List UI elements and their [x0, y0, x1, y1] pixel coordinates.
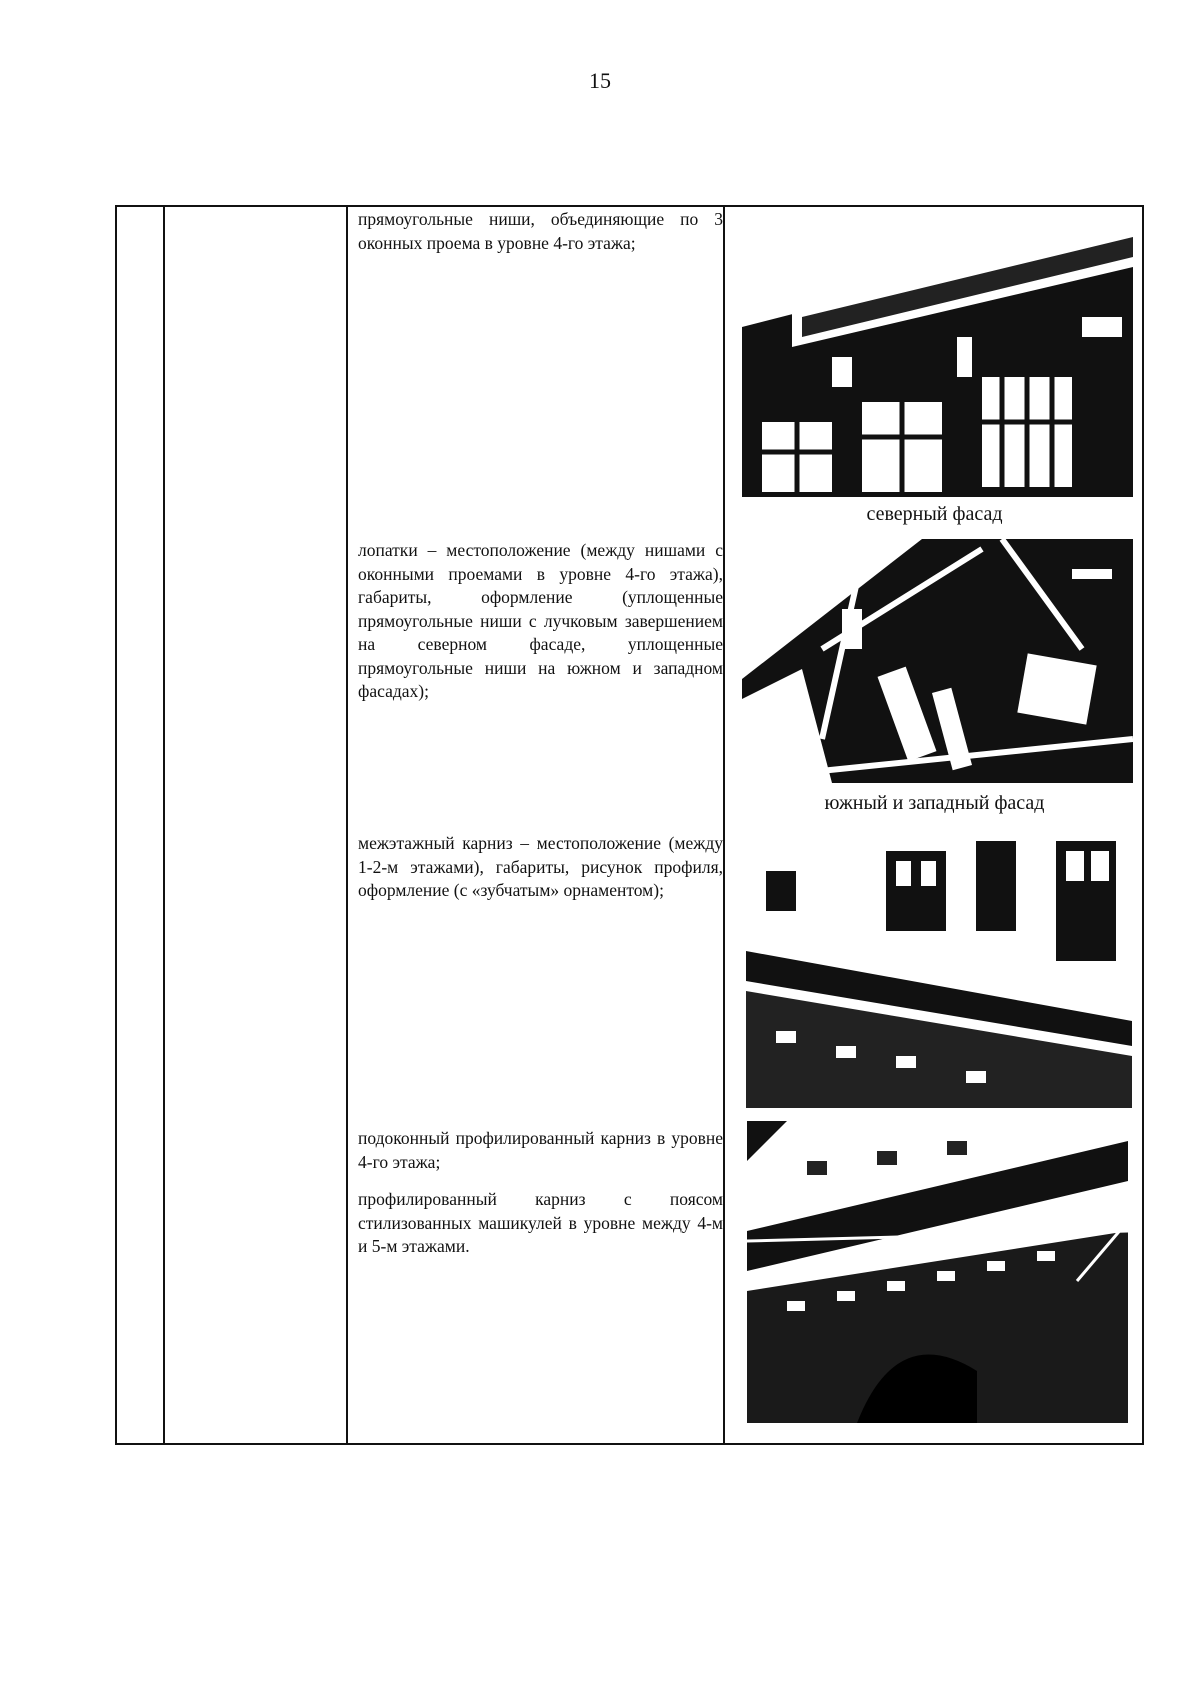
photo-caption: северный фасад	[866, 503, 1003, 525]
table-row-text	[358, 539, 723, 714]
photo-caption: южный и западный фасад	[824, 792, 1045, 814]
description-text: межэтажный карниз – местоположение (между 1-2-м этажами), габариты, рисунок профиля, оформление (с «зубчатым» орнаментом);	[358, 833, 723, 900]
south-west-facade-photo	[742, 539, 1133, 783]
cornice-photo	[746, 831, 1132, 1108]
description-text: прямоугольные ниши, объединяющие по 3 оконных проема в уровне 4-го этажа;	[358, 209, 723, 253]
description-text: лопатки – местоположение (между нишами с оконными проемами в уровне 4-го этажа), габариты, оформление (уплощенные прямоугольные ниши с лучковым завершением на северном фасаде, уплощенные прямоугольные ниши на южном и западном фасадах);	[358, 540, 723, 701]
table-row-text	[358, 832, 723, 913]
machicolation-photo	[747, 1121, 1128, 1423]
description-text: профилированный карниз с поясом стилизованных машикулей в уровне между 4-м и 5-м этажами.	[358, 1189, 723, 1256]
north-facade-photo	[742, 207, 1133, 497]
page-number: 15	[589, 68, 611, 93]
table-row-text	[358, 1127, 723, 1269]
description-text: подоконный профилированный карниз в уровне 4-го этажа;	[358, 1128, 723, 1172]
column-divider	[163, 207, 165, 1443]
column-divider	[346, 207, 348, 1443]
column-divider	[723, 207, 725, 1443]
elements-table	[115, 205, 1144, 1445]
table-row-text	[358, 208, 723, 265]
